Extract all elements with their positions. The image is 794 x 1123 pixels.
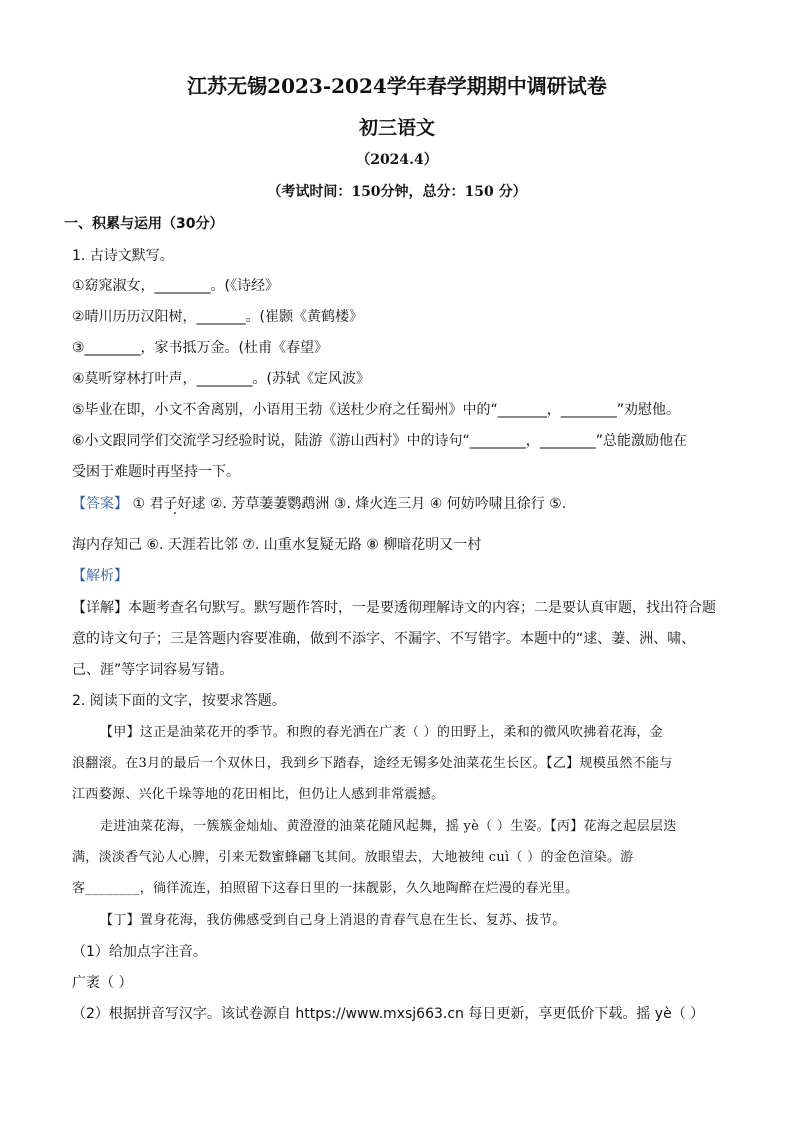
detail-line-1: 【详解】本题考查名句默写。默写题作答时，一是要透彻理解诗文的内容；二是要认真审题，找出符合题: [72, 600, 716, 616]
sub-question-1-item: 广袤（ ）: [72, 975, 133, 991]
subject-title: 初三语文: [358, 117, 435, 139]
q1-item-6-cont: 受困于难题时再坚持一下。: [72, 464, 240, 480]
q1-item-4: ④莫听穿林打叶声，________。(苏轼《定风波》: [72, 371, 371, 387]
sub-question-2: （2）根据拼音写汉字。该试卷源自 https://www.mxsj663.cn 每日更新，享更低价下载。摇 yè（ ）: [72, 1006, 705, 1022]
q1-item-3: ③________，家书抵万金。(杜甫《春望》: [72, 340, 329, 356]
answer-text-1: ① 君子好逑 ②. 芳草萋萋鹦鹉洲 ③. 烽火连三月 ④ 何妨吟啸且徐行 ⑤.: [132, 496, 567, 512]
passage-line-1: 【甲】这正是油菜花开的季节。和煦的春光洒在广袤（ ）的田野上，柔和的微风吹拂着花海，金: [100, 725, 664, 740]
detail-line-2: 意的诗文句子；三是答题内容要准确，做到不添字、不漏字、不写错字。本题中的“逑、萋、洲、啸、: [72, 631, 696, 647]
exam-info: （考试时间：150分钟，总分：150 分）: [267, 184, 527, 200]
q1-item-6: ⑥小文跟同学们交流学习经验时说，陆游《游山西村》中的诗句“________，________”总能激励他在: [72, 433, 688, 449]
q1-item-5: ⑤毕业在即，小文不舍离别，小语用王勃《送杜少府之任蜀州》中的“_______，________”劝慰他。: [72, 402, 681, 418]
passage-line-7: 【丁】置身花海，我仿佛感受到自己身上消退的青春气息在生长、复苏、拔节。: [100, 913, 566, 928]
dot-mark: [174, 512, 176, 514]
passage-line-5: 满，淡淡香气沁人心脾，引来无数蜜蜂翩飞其间。放眼望去，大地被纯 cuì（ ）的金色渲染。游: [72, 850, 634, 865]
answer-line-1: [72, 494, 566, 514]
exam-title: 江苏无锡2023-2024学年春学期期中调研试卷: [187, 74, 607, 98]
answer-label: 【答案】: [72, 496, 128, 512]
detail-line-3: 己、涯”等字词容易写错。: [72, 662, 234, 678]
section-heading: 一、积累与运用（30分）: [64, 216, 224, 232]
passage-line-3: 江西婺源、兴化千垛等地的花田相比，但仍让人感到非常震撼。: [72, 787, 445, 802]
passage-line-4: 走进油菜花海，一簇簇金灿灿、黄澄澄的油菜花随风起舞，摇 yè（ ）生姿。【丙】花海之起层层迭: [100, 819, 677, 834]
q2-prompt: 2. 阅读下面的文字，按要求答题。: [72, 693, 286, 709]
q1-item-2: ②晴川历历汉阳树，_______。(崔颢《黄鹤楼》: [72, 309, 364, 325]
sub-question-1: （1）给加点字注音。: [72, 944, 207, 960]
q1-prompt: 1. 古诗文默写。: [72, 248, 174, 264]
answer-line-2: 海内存知己 ⑥. 天涯若比邻 ⑦. 山重水复疑无路 ⑧ 柳暗花明又一村: [72, 537, 482, 553]
exam-date: （2024.4）: [356, 152, 438, 168]
q1-item-1: ①窈窕淑女，________。(《诗经》: [72, 278, 280, 294]
analysis-label: 【解析】: [72, 568, 128, 584]
passage-line-6: 客________，徜徉流连，拍照留下这春日里的一抹靓影，久久地陶醉在烂漫的春光里。: [72, 881, 579, 896]
passage-line-2: 浪翻滚。在3月的最后一个双休日，我到乡下踏春，途经无锡多处油菜花生长区。【乙】规模虽然不能与: [72, 756, 673, 771]
